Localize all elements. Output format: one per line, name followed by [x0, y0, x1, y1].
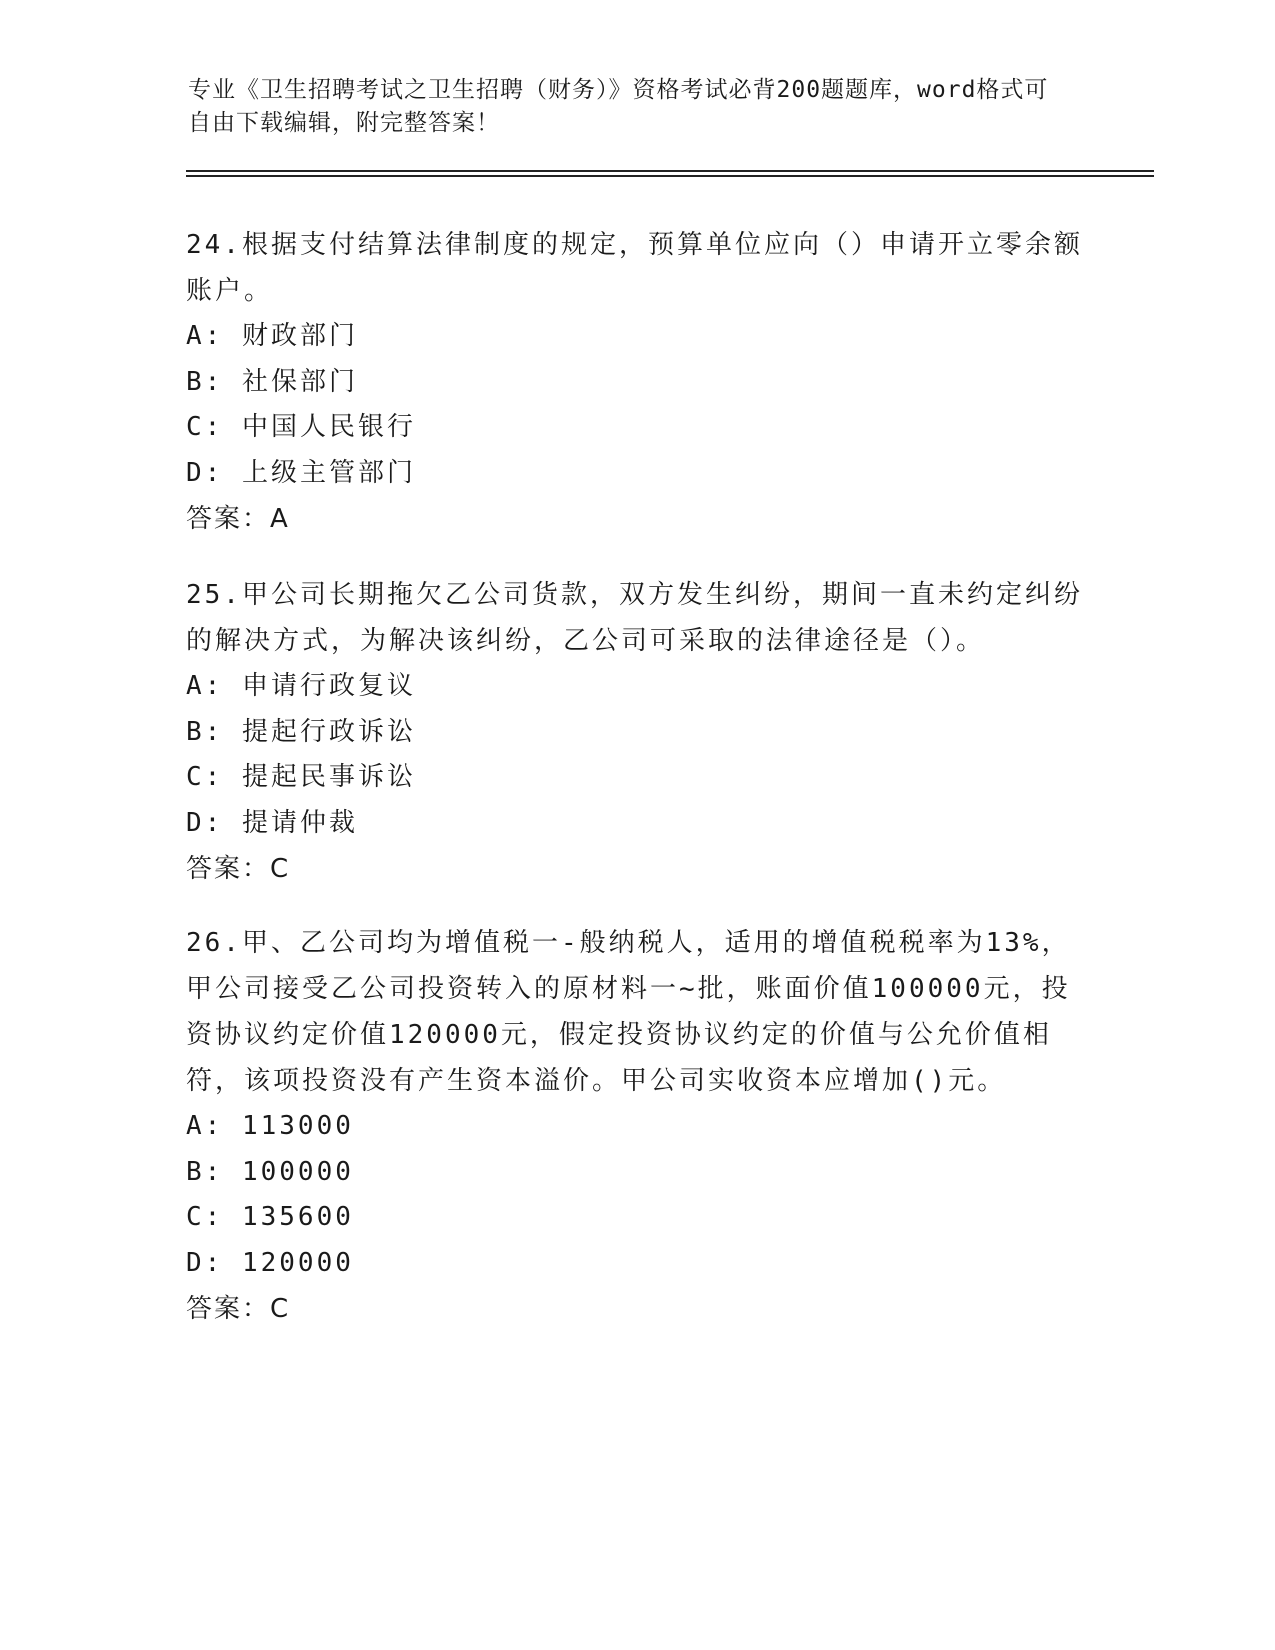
- option-c: C: 提起民事诉讼: [186, 762, 416, 792]
- option-b: B: 100000: [186, 1156, 354, 1187]
- option-d: D: 提请仲裁: [186, 807, 358, 838]
- option-a: A: 财政部门: [186, 321, 358, 351]
- option-a: A: 申请行政复议: [186, 671, 416, 701]
- document-header-text: 专业《卫生招聘考试之卫生招聘（财务）》资格考试必背200题题库，word格式可自由下载编辑，附完整答案！: [188, 77, 1049, 136]
- answer: 答案：C: [186, 854, 291, 884]
- question-stem: 24.根据支付结算法律制度的规定，预算单位应向（）申请开立零余额账户。: [186, 230, 1083, 306]
- option-a: A: 113000: [186, 1111, 354, 1141]
- question-stem: 25.甲公司长期拖欠乙公司货款，双方发生纠纷，期间一直未约定纠纷的解决方式，为解决该纠纷，乙公司可采取的法律途径是（）。: [186, 580, 1083, 656]
- question-24: [186, 222, 1086, 542]
- option-d: D: 上级主管部门: [186, 457, 416, 488]
- answer: 答案：C: [186, 1294, 291, 1324]
- question-stem: 26.甲、乙公司均为增值税一-般纳税人，适用的增值税税率为13%，甲公司接受乙公司投资转入的原材料一~批，账面价值100000元，投资协议约定价值120000元，假定投资协议约定的价值与公允价值相符，该项投资没有产生资本溢价。甲公司实收资本应增加()元。: [186, 928, 1071, 1096]
- option-d: D: 120000: [186, 1247, 354, 1278]
- question-26: [186, 920, 1086, 1332]
- option-b: B: 提起行政诉讼: [186, 716, 416, 747]
- option-c: C: 135600: [186, 1202, 354, 1232]
- option-b: B: 社保部门: [186, 366, 358, 397]
- option-c: C: 中国人民银行: [186, 412, 416, 442]
- header-divider-bottom: [186, 175, 1154, 177]
- question-25: [186, 572, 1086, 892]
- header-divider-top: [186, 170, 1154, 172]
- answer: 答案：A: [186, 504, 290, 534]
